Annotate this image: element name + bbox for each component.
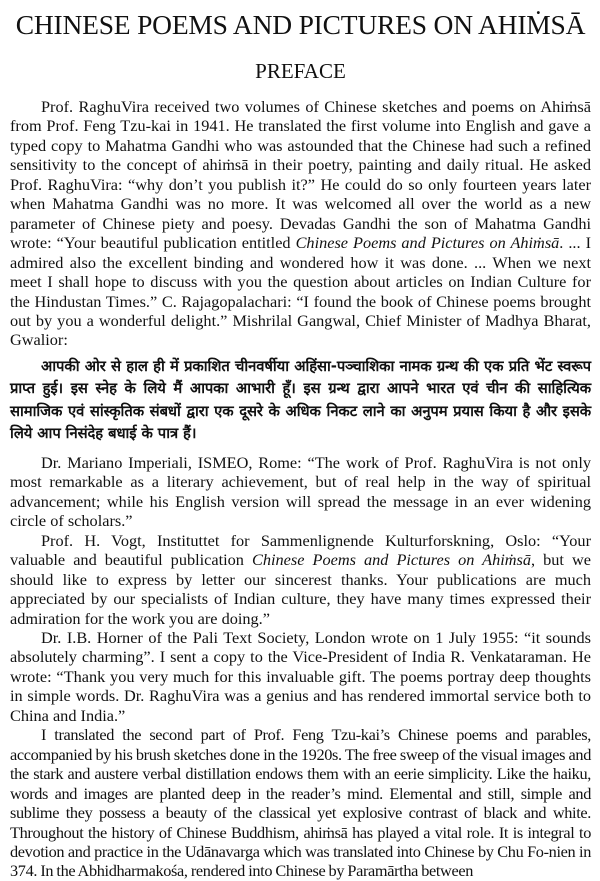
book-title-italic: Chinese Poems and Pictures on Ahiṁsā	[295, 233, 560, 253]
paragraph-translation: I translated the second part of Prof. Feng Tzu-kai’s Chinese poems and parables, accompanied by his brush sketches done in the 1920s. The free sweep of the visual images and the stark and austere verbal distillation endows them with an eerie simplicity. Like the haiku, words and images are planted deep in the reader’s mind. Elemental and still, simple and sublime they possess a beauty of the classical yet explosive contrast of black and white. Throughout the history of Chinese Buddhism, ahiṁsā has played a vital role. It is integral to devotion and practice in the Udānavarga which was translated into Chinese by Chu Fo-nien in 374. In the Abhidharmakośa, rendered into Chinese by Paramārtha between	[10, 725, 591, 881]
paragraph-horner: Dr. I.B. Horner of the Pali Text Society, London wrote on 1 July 1955: “it sounds absolutely charming”. I sent a copy to the Vice-President of India R. Venkataraman. He wrote: “Thank you very much for this invaluable gift. The poems portray deep thoughts in simple words. Dr. RaghuVira was a genius and has rendered immortal service both to China and India.”	[10, 627, 591, 725]
paragraph-text: Prof. RaghuVira received two volumes of Chinese sketches and poems on Ahiṁsā from Prof. Feng Tzu-kai in 1941. He translated the first volume into English and gave a typed copy to Mahatma Gandhi who was astounded that the Chinese had such a refined sensitivity to the concept of ahiṁsā in their poetry, painting and daily ritual. He asked Prof. RaghuVira: “why don’t you publish it?” He could do so only fourteen years later when Mahatma Gandhi was no more. It was welcomed all over the world as a new parameter of Chinese piety and poesy. Devadas Gandhi the son of Mahatma Gandhi wrote: “Your beautiful publication entitled	[10, 97, 591, 253]
book-title-italic: Chinese Poems and Pictures on Ahiṁsā	[252, 550, 532, 570]
paragraph-text: Prof. H. Vogt, Instituttet for Sammenlignende Kulturforskning, Oslo: “Your valuable and beautiful publication	[10, 530, 591, 570]
paragraph-hindi-quote: आपकी ओर से हाल ही में प्रकाशित चीनवर्षीया अहिंसा-पञ्चाशिका नामक ग्रन्थ की एक प्रति भेंट स्वरूप प्राप्त हुई। इस स्नेह के लिये मैं आपका आभारी हूँ। इस ग्रन्थ द्वारा आपने भारत एवं चीन की साहित्यिक सामाजिक एवं सांस्कृतिक संबधों द्वारा एक दूसरे के अधिक निकट लाने का अनुपम प्रयास किया है और इसके लिये आप निसंदेह बधाई के पात्र हैं।	[10, 357, 591, 443]
section-heading: PREFACE	[255, 59, 346, 83]
paragraph-intro	[10, 97, 591, 350]
document-page	[10, 0, 591, 881]
paragraph-vogt	[10, 531, 591, 628]
document-body	[10, 97, 591, 881]
paragraph-text: . ... I admired also the excellent binding and wondered how it was done. ... When we next meet I shall hope to discuss with you the question about articles on Indian Culture for the Hindustan Times.” C. Rajagopalachari: “I found the book of Chinese poems brought out by you a wonderful delight.” Mishrilal Gangwal, Chief Minister of Madhya Bharat, Gwalior:	[10, 233, 591, 350]
paragraph-text: , but we should like to express by letter our sincerest thanks. Your publications are much appreciated by our specialists of Indian culture, they have many times expressed their admiration for the work you are doing.”	[10, 550, 591, 628]
page-title: CHINESE POEMS AND PICTURES ON AHIṀSĀ	[15, 9, 586, 40]
paragraph-imperiali: Dr. Mariano Imperiali, ISMEO, Rome: “The work of Prof. RaghuVira is not only most remarkable as a literary achievement, but of real help in the way of spiritual advancement; while his English version will spread the message in an ever widening circle of scholars.”	[10, 452, 591, 531]
